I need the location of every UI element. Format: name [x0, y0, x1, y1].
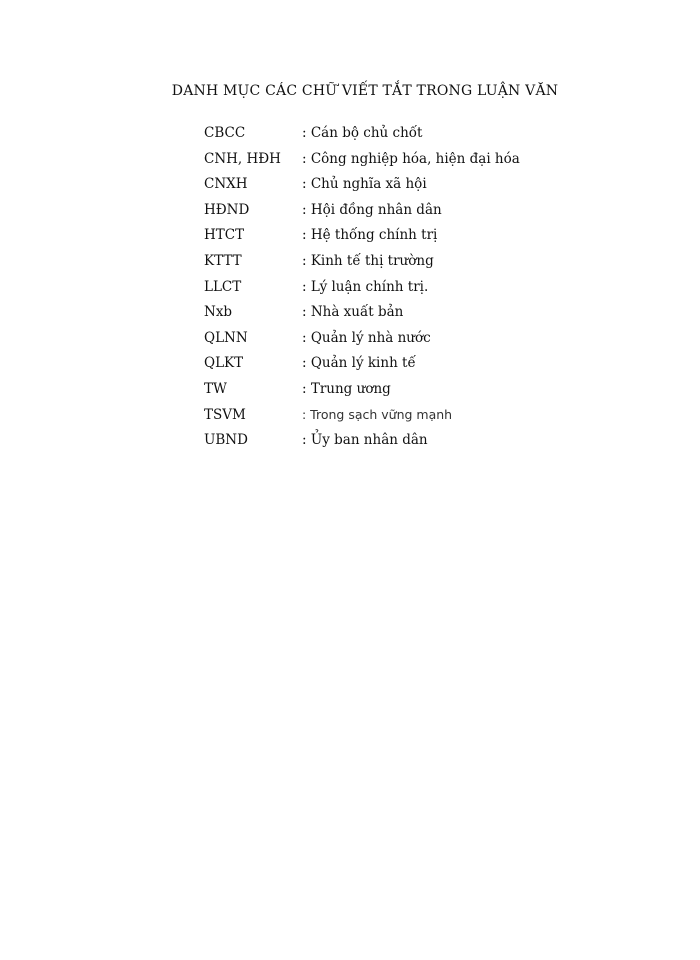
abbreviation-term: QLKT — [204, 355, 244, 372]
list-item — [204, 328, 624, 354]
abbreviation-definition: : Công nghiệp hóa, hiện đại hóa — [302, 150, 520, 167]
abbreviation-term: HĐND — [204, 201, 250, 218]
abbreviation-definition: : Lý luận chính trị. — [302, 278, 429, 295]
abbreviation-definition: : Hội đồng nhân dân — [302, 201, 442, 218]
abbreviation-term: UBND — [204, 432, 248, 449]
abbreviation-definition: : Trong sạch vững mạnh — [302, 406, 453, 422]
list-item — [204, 430, 624, 456]
list-item — [204, 302, 624, 328]
list-item — [204, 174, 624, 200]
abbreviation-term: Nxb — [204, 304, 233, 321]
abbreviation-definition: : Hệ thống chính trị — [302, 227, 438, 244]
abbreviation-term: TSVM — [204, 406, 246, 423]
list-item — [204, 123, 624, 149]
list-item — [204, 277, 624, 303]
abbreviation-term: QLNN — [204, 329, 248, 346]
list-item — [204, 251, 624, 277]
abbreviation-term: TW — [204, 380, 227, 397]
list-item — [204, 405, 624, 431]
list-item — [204, 200, 624, 226]
abbreviation-definition: : Quản lý kinh tế — [302, 355, 416, 372]
list-item — [204, 379, 624, 405]
abbreviation-term: CBCC — [204, 125, 246, 141]
page-title: DANH MỤC CÁC CHỮ VIẾT TẮT TRONG LUẬN VĂN — [171, 83, 559, 99]
abbreviation-definition: : Chủ nghĩa xã hội — [302, 176, 427, 193]
abbreviation-term: CNXH — [204, 176, 248, 193]
abbreviation-definition: : Nhà xuất bản — [302, 304, 404, 321]
abbreviation-definition: : Kinh tế thị trường — [302, 252, 434, 269]
abbreviation-definition: : Cán bộ chủ chốt — [302, 125, 423, 141]
abbreviation-term: LLCT — [204, 278, 242, 295]
abbreviation-definition: : Trung ương — [302, 380, 391, 397]
list-item — [204, 353, 624, 379]
list-item — [204, 225, 624, 251]
abbreviation-definition: : Quản lý nhà nước — [302, 329, 431, 346]
abbreviation-definition: : Ủy ban nhân dân — [302, 432, 428, 449]
list-item — [204, 149, 624, 175]
abbreviation-term: CNH, HĐH — [204, 150, 281, 167]
abbreviation-list — [204, 123, 624, 456]
abbreviation-term: HTCT — [204, 227, 245, 244]
abbreviation-term: KTTT — [204, 252, 242, 269]
